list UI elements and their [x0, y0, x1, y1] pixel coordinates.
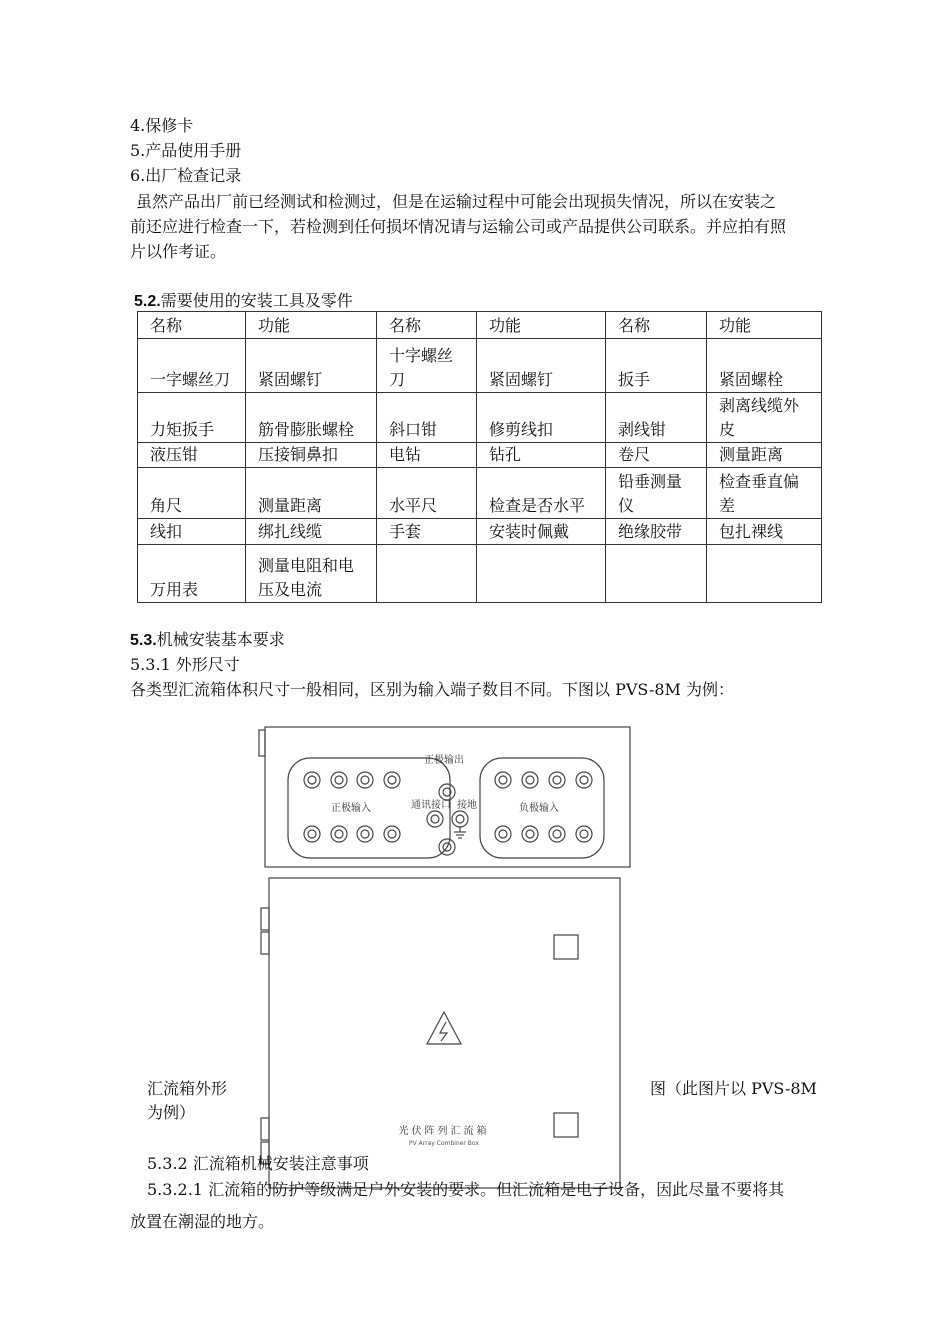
table-cell: [377, 545, 477, 603]
table-cell: 斜口钳: [377, 393, 477, 443]
caption-left: 汇流箱外形: [147, 1079, 228, 1098]
table-header-cell: 功能: [246, 312, 377, 339]
tools-table: [137, 311, 822, 603]
intro-line: 片以作考证。: [130, 242, 227, 261]
label-negative-input: 负极输入: [519, 803, 559, 814]
table-cell: 一字螺丝刀: [138, 339, 246, 393]
table-cell: 力矩扳手: [138, 393, 246, 443]
list-item: 6.出厂检查记录: [130, 166, 242, 185]
indicator-window: [554, 935, 578, 959]
lightning-warning-icon: [427, 1012, 461, 1044]
table-header-cell: 功能: [707, 312, 822, 339]
table-cell: 卷尺: [606, 443, 707, 468]
label-ground: 接地: [457, 800, 477, 811]
table-cell: 绝缘胶带: [606, 519, 707, 545]
table-row: [138, 519, 822, 545]
table-row: [138, 468, 822, 519]
table-header-cell: 功能: [477, 312, 606, 339]
table-cell: 钻孔: [477, 443, 606, 468]
list-item: 4.保修卡: [130, 116, 194, 135]
table-cell: 筋骨膨胀螺栓: [246, 393, 377, 443]
table-cell: 测量电阻和电压及电流: [246, 545, 377, 603]
section-title: 机械安装基本要求: [156, 630, 285, 649]
table-header-row: [138, 312, 822, 339]
table-row: [138, 545, 822, 603]
table-cell: 测量距离: [246, 468, 377, 519]
table-cell: 液压钳: [138, 443, 246, 468]
list-item: 5.产品使用手册: [130, 141, 242, 160]
table-cell: 十字螺丝刀: [377, 339, 477, 393]
table-cell: 绑扎线缆: [246, 519, 377, 545]
section-number: 5.3.: [130, 632, 157, 649]
box-name-cn: 光伏阵列汇流箱: [398, 1126, 490, 1137]
paragraph: 5.3.2.1 汇流箱的防护等级满足户外安装的要求。但汇流箱是电子设备，因此尽量不要将其: [147, 1180, 785, 1199]
table-row: [138, 443, 822, 468]
caption-left: 为例）: [147, 1103, 196, 1122]
table-cell: 铅垂测量仪: [606, 468, 707, 519]
table-cell: 修剪线扣: [477, 393, 606, 443]
table-cell: 包扎裸线: [707, 519, 822, 545]
table-row: [138, 339, 822, 393]
table-cell: [707, 545, 822, 603]
section-heading: [130, 628, 285, 653]
table-header-cell: 名称: [606, 312, 707, 339]
table-cell: 紧固螺钉: [477, 339, 606, 393]
table-cell: 线扣: [138, 519, 246, 545]
subsection-heading: 5.3.2 汇流箱机械安装注意事项: [147, 1154, 369, 1173]
label-comm-port: 通讯接口: [411, 800, 451, 811]
intro-line: 前还应进行检查一下，若检测到任何损坏情况请与运输公司或产品提供公司联系。并应拍有照: [130, 217, 787, 236]
indicator-window: [554, 1113, 578, 1137]
section-title: 需要使用的安装工具及零件: [160, 291, 353, 310]
table-cell: 剥离线缆外皮: [707, 393, 822, 443]
center-terminals: [427, 784, 468, 855]
table-header-cell: 名称: [377, 312, 477, 339]
combiner-box-figure: [255, 722, 635, 1192]
table-cell: 手套: [377, 519, 477, 545]
table-cell: 扳手: [606, 339, 707, 393]
box-name-en: PV Array Combiner Box: [409, 1140, 479, 1147]
top-view: [259, 727, 630, 867]
table-cell: 检查垂直偏差: [707, 468, 822, 519]
table-header-cell: 名称: [138, 312, 246, 339]
table-row: [138, 393, 822, 443]
table-cell: 角尺: [138, 468, 246, 519]
table-cell: 水平尺: [377, 468, 477, 519]
paragraph: 放置在潮湿的地方。: [130, 1212, 275, 1231]
section-number: 5.2.: [134, 293, 161, 310]
intro-line: 虽然产品出厂前已经测试和检测过，但是在运输过程中可能会出现损失情况，所以在安装之: [136, 192, 777, 211]
subsection-heading: 5.3.1 外形尺寸: [130, 655, 240, 674]
caption-right: 图（此图片以 PVS-8M: [650, 1079, 817, 1098]
table-cell: [477, 545, 606, 603]
label-positive-output: 正极输出: [424, 755, 464, 766]
table-cell: 万用表: [138, 545, 246, 603]
table-cell: 紧固螺栓: [707, 339, 822, 393]
paragraph: 各类型汇流箱体积尺寸一般相同，区别为输入端子数目不同。下图以 PVS-8M 为例：: [130, 680, 735, 699]
table-cell: 安装时佩戴: [477, 519, 606, 545]
ground-icon: [454, 827, 466, 838]
label-positive-input: 正极输入: [331, 803, 371, 814]
table-cell: [606, 545, 707, 603]
table-cell: 检查是否水平: [477, 468, 606, 519]
table-cell: 紧固螺钉: [246, 339, 377, 393]
table-cell: 剥线钳: [606, 393, 707, 443]
table-cell: 电钻: [377, 443, 477, 468]
table-cell: 测量距离: [707, 443, 822, 468]
table-cell: 压接铜鼻扣: [246, 443, 377, 468]
